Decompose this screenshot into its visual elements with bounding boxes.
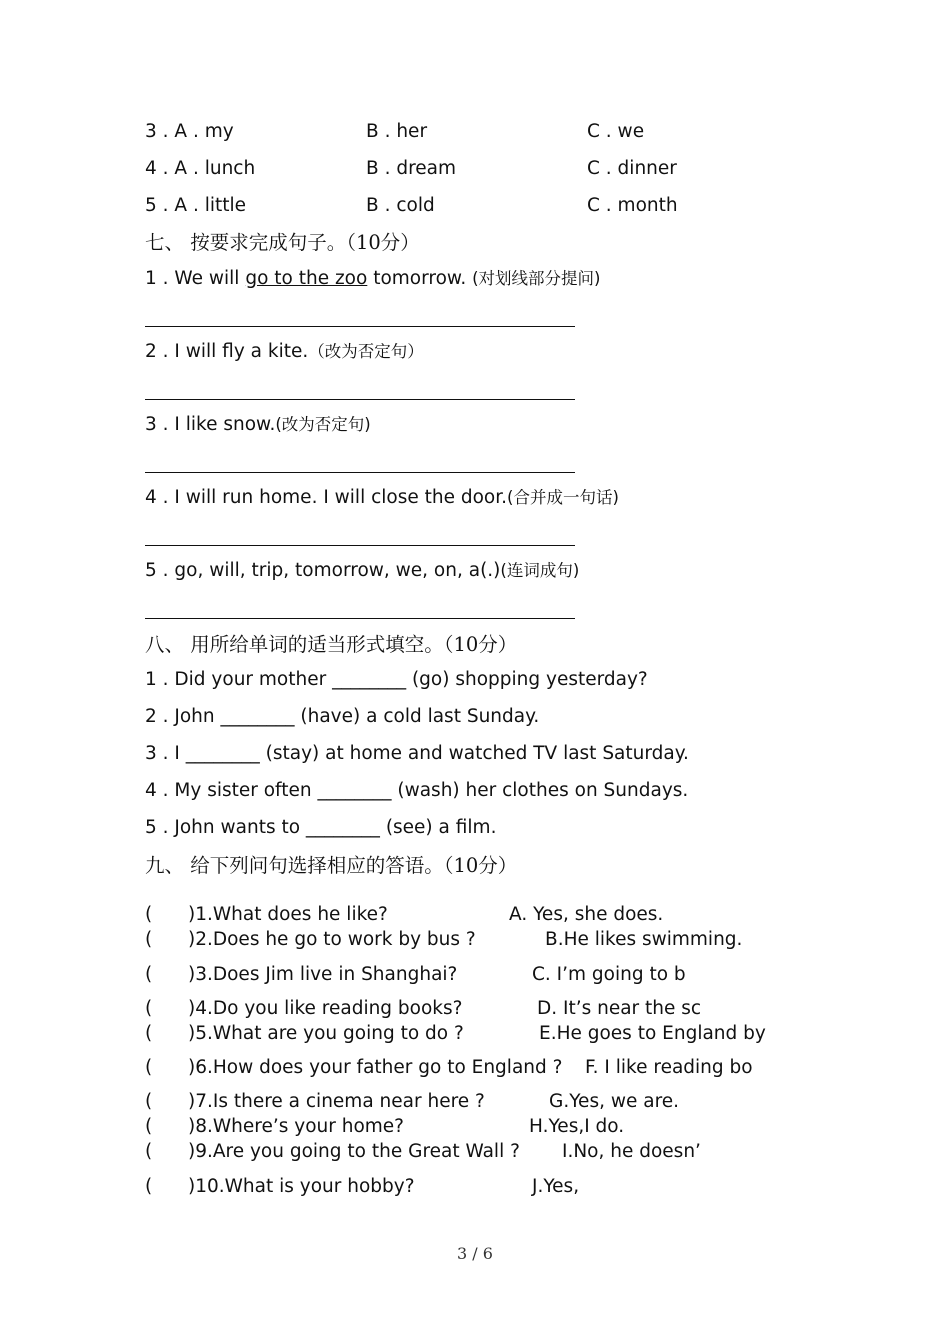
s9-question-8: )8.Where’s your home?: [188, 1116, 404, 1137]
choice-5-b: B . cold: [366, 195, 435, 216]
s7-question-2: [145, 340, 424, 364]
section9-title: 九、 给下列问句选择相应的答语。（10分）: [145, 854, 518, 877]
answer-line-3[interactable]: [145, 472, 575, 473]
s8-item-5: 5 . John wants to ________ (see) a film.: [145, 817, 497, 838]
s9-answer-i: I.No, he doesn’: [562, 1141, 701, 1162]
s8-item-4: 4 . My sister often ________ (wash) her clothes on Sundays.: [145, 780, 689, 801]
s7-q2-instruction: （改为否定句）: [308, 342, 424, 361]
s7-q1-instruction: (对划线部分提问): [472, 269, 601, 288]
section8-title: 八、 用所给单词的适当形式填空。（10分）: [145, 633, 518, 656]
s7-q4-instruction: (合并成一句话): [507, 488, 619, 507]
s9-paren-2: (: [145, 929, 153, 950]
s9-question-6: )6.How does your father go to England ?: [188, 1057, 563, 1078]
s9-answer-a: A. Yes, she does.: [509, 904, 664, 925]
s7-q1-pre: 1 . We will: [145, 268, 246, 289]
answer-line-2[interactable]: [145, 399, 575, 400]
s7-question-3: [145, 413, 371, 437]
s9-question-7: )7.Is there a cinema near here ?: [188, 1091, 485, 1112]
answer-line-1[interactable]: [145, 326, 575, 327]
s7-q5-text: 5 . go, will, trip, tomorrow, we, on, a(.): [145, 560, 501, 581]
answer-line-4[interactable]: [145, 545, 575, 546]
s7-q1-underlined: go to the zoo: [245, 268, 368, 289]
s7-q5-instruction: (连词成句): [500, 561, 580, 580]
s9-paren-7: (: [145, 1091, 153, 1112]
s8-item-1: 1 . Did your mother ________ (go) shopping yesterday?: [145, 669, 648, 690]
page-number: 3 / 6: [457, 1244, 493, 1263]
s9-question-1: )1.What does he like?: [188, 904, 388, 925]
s9-question-10: )10.What is your hobby?: [188, 1176, 415, 1197]
s9-answer-h: H.Yes,I do.: [529, 1116, 625, 1137]
s9-paren-6: (: [145, 1057, 153, 1078]
choice-3-a: 3 . A . my: [145, 121, 234, 142]
s9-paren-5: (: [145, 1023, 153, 1044]
answer-line-5[interactable]: [145, 618, 575, 619]
s9-question-5: )5.What are you going to do ?: [188, 1023, 464, 1044]
choice-4-a: 4 . A . lunch: [145, 158, 256, 179]
s7-q3-instruction: (改为否定句): [275, 415, 371, 434]
choice-3-c: C . we: [587, 121, 645, 142]
choice-4-b: B . dream: [366, 158, 457, 179]
s8-item-2: 2 . John ________ (have) a cold last Sunday.: [145, 706, 540, 727]
choice-4-c: C . dinner: [587, 158, 677, 179]
s7-q4-text: 4 . I will run home. I will close the door.: [145, 487, 508, 508]
s9-answer-g: G.Yes, we are.: [549, 1091, 680, 1112]
s9-paren-9: (: [145, 1141, 153, 1162]
s9-question-3: )3.Does Jim live in Shanghai?: [188, 964, 458, 985]
s9-question-9: )9.Are you going to the Great Wall ?: [188, 1141, 520, 1162]
s9-paren-1: (: [145, 904, 153, 925]
s7-q2-text: 2 . I will fly a kite.: [145, 341, 309, 362]
s7-question-4: [145, 486, 619, 510]
s9-paren-10: (: [145, 1176, 153, 1197]
s9-paren-3: (: [145, 964, 153, 985]
section7-title: 七、 按要求完成句子。（10分）: [145, 231, 420, 254]
s9-answer-b: B.He likes swimming.: [545, 929, 743, 950]
s7-question-1: [145, 267, 600, 291]
s9-answer-f: F. I like reading bo: [585, 1057, 753, 1078]
choice-5-a: 5 . A . little: [145, 195, 247, 216]
s7-question-5: [145, 559, 579, 583]
s9-question-4: )4.Do you like reading books?: [188, 998, 463, 1019]
s9-paren-4: (: [145, 998, 153, 1019]
s7-q1-post: tomorrow.: [367, 268, 473, 289]
s8-item-3: 3 . I ________ (stay) at home and watched TV last Saturday.: [145, 743, 689, 764]
choice-3-b: B . her: [366, 121, 428, 142]
choice-5-c: C . month: [587, 195, 678, 216]
s9-question-2: )2.Does he go to work by bus ?: [188, 929, 476, 950]
s9-answer-j: J.Yes,: [532, 1176, 580, 1197]
s7-q3-text: 3 . I like snow.: [145, 414, 276, 435]
s9-answer-d: D. It’s near the sc: [537, 998, 702, 1019]
s9-answer-c: C. I’m going to b: [532, 964, 686, 985]
s9-answer-e: E.He goes to England by: [539, 1023, 766, 1044]
s9-paren-8: (: [145, 1116, 153, 1137]
